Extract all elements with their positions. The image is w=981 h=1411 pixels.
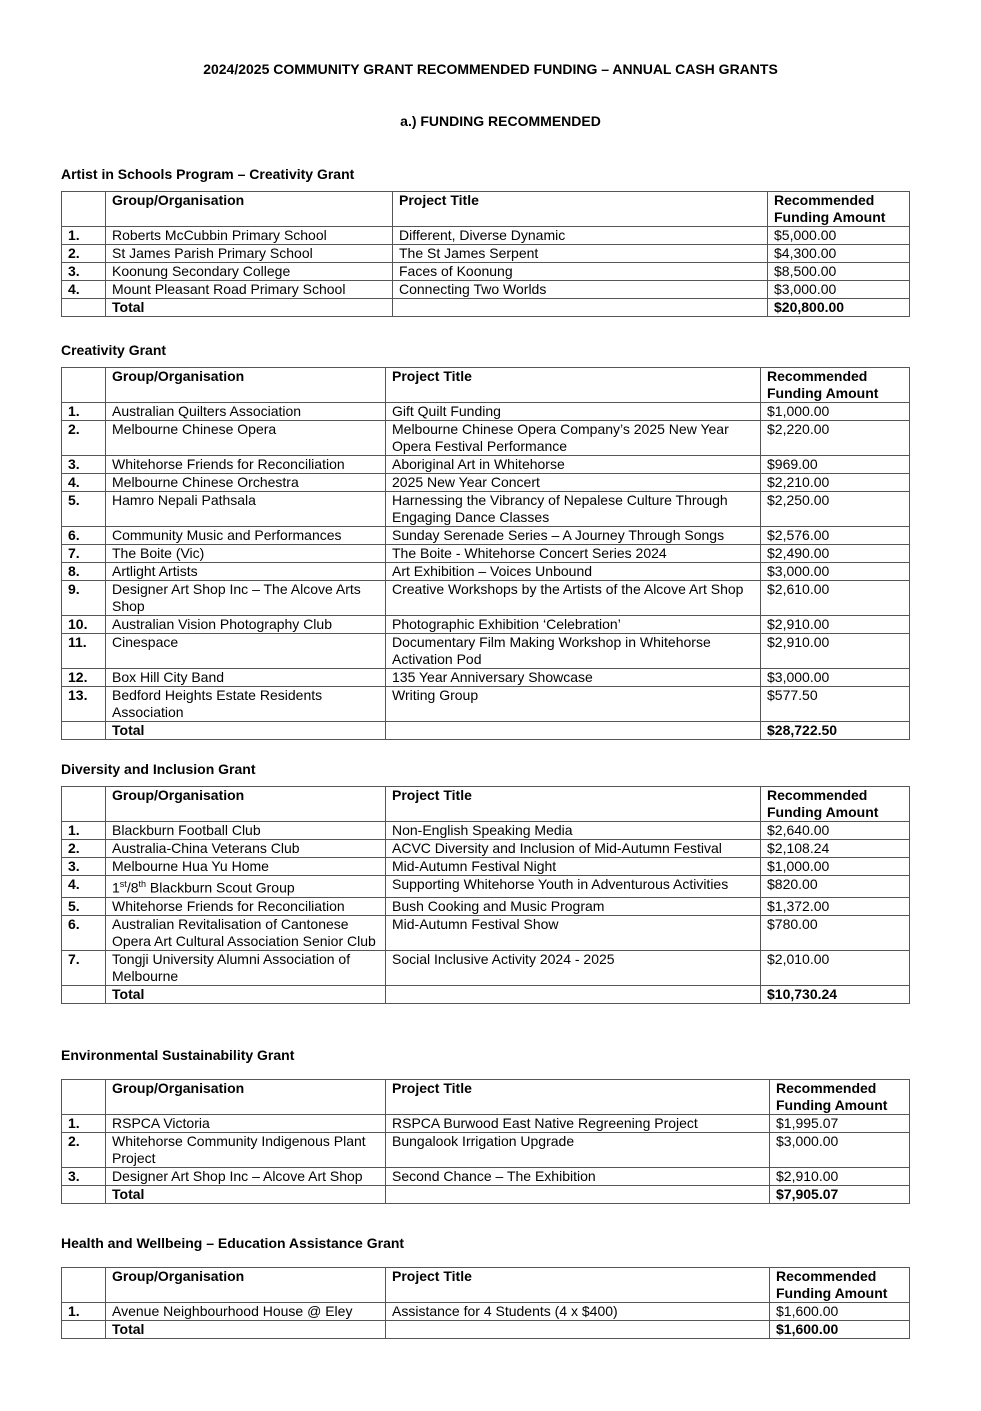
table-row <box>62 876 910 898</box>
row-group: Designer Art Shop Inc – The Alcove Arts Shop <box>106 581 386 616</box>
row-amount: $3,000.00 <box>761 563 910 581</box>
table-row <box>62 403 910 421</box>
row-group: Whitehorse Friends for Reconciliation <box>106 897 386 915</box>
table-row <box>62 581 910 616</box>
row-project: ACVC Diversity and Inclusion of Mid-Autumn Festival <box>386 840 761 858</box>
table-row <box>62 281 910 299</box>
row-number: 2. <box>62 1133 106 1168</box>
row-number: 10. <box>62 616 106 634</box>
project-header: Project Title <box>386 1268 770 1303</box>
row-amount: $577.50 <box>761 687 910 722</box>
row-number: 12. <box>62 669 106 687</box>
table-row <box>62 245 910 263</box>
row-number: 3. <box>62 858 106 876</box>
number-header <box>62 1268 106 1303</box>
row-project <box>386 1321 770 1339</box>
row-amount: $1,372.00 <box>761 897 910 915</box>
total-label: Total <box>106 985 386 1003</box>
row-project: Writing Group <box>386 687 761 722</box>
number-header <box>62 1080 106 1115</box>
row-project: Photographic Exhibition ‘Celebration’ <box>386 616 761 634</box>
row-project: Connecting Two Worlds <box>393 281 768 299</box>
table-row <box>62 616 910 634</box>
table-header-row <box>62 1080 910 1115</box>
row-number: 2. <box>62 245 106 263</box>
group-header: Group/Organisation <box>106 368 386 403</box>
row-number: 2. <box>62 421 106 456</box>
row-number: 3. <box>62 456 106 474</box>
row-number: 4. <box>62 474 106 492</box>
row-amount: $4,300.00 <box>768 245 910 263</box>
total-amount: $28,722.50 <box>761 722 910 740</box>
amount-header: Recommended Funding Amount <box>761 787 910 822</box>
table-row <box>62 915 910 950</box>
table-row <box>62 897 910 915</box>
row-amount: $2,610.00 <box>761 581 910 616</box>
row-amount: $2,220.00 <box>761 421 910 456</box>
section-heading: Health and Wellbeing – Education Assistance Grant <box>61 1235 405 1251</box>
total-row <box>62 1186 910 1204</box>
table-row <box>62 563 910 581</box>
table-row <box>62 669 910 687</box>
row-amount: $5,000.00 <box>768 227 910 245</box>
row-number: 7. <box>62 950 106 985</box>
row-group: Melbourne Chinese Orchestra <box>106 474 386 492</box>
table-row <box>62 1168 910 1186</box>
table-header-row <box>62 368 910 403</box>
row-number <box>62 985 106 1003</box>
page-title: 2024/2025 COMMUNITY GRANT RECOMMENDED FUNDING – ANNUAL CASH GRANTS <box>203 61 778 77</box>
row-number: 2. <box>62 840 106 858</box>
superscript: st <box>119 879 127 889</box>
table-row <box>62 227 910 245</box>
row-project: Sunday Serenade Series – A Journey Through Songs <box>386 527 761 545</box>
group-header: Group/Organisation <box>106 787 386 822</box>
table-header-row <box>62 192 910 227</box>
row-project: Non-English Speaking Media <box>386 822 761 840</box>
row-project <box>393 299 768 317</box>
row-project: Documentary Film Making Workshop in Whitehorse Activation Pod <box>386 634 761 669</box>
table-header-row <box>62 787 910 822</box>
row-group: Australian Quilters Association <box>106 403 386 421</box>
row-amount: $1,995.07 <box>770 1115 910 1133</box>
table-row <box>62 840 910 858</box>
row-number: 3. <box>62 1168 106 1186</box>
row-amount: $780.00 <box>761 915 910 950</box>
group-header: Group/Organisation <box>106 192 393 227</box>
row-project: Creative Workshops by the Artists of the Alcove Art Shop <box>386 581 761 616</box>
row-group: Australian Vision Photography Club <box>106 616 386 634</box>
table-row <box>62 545 910 563</box>
section-heading: Environmental Sustainability Grant <box>61 1047 295 1063</box>
row-number: 4. <box>62 281 106 299</box>
row-project: Art Exhibition – Voices Unbound <box>386 563 761 581</box>
row-amount: $1,000.00 <box>761 858 910 876</box>
amount-header: Recommended Funding Amount <box>770 1268 910 1303</box>
row-number: 3. <box>62 263 106 281</box>
amount-header: Recommended Funding Amount <box>768 192 910 227</box>
row-project: Mid-Autumn Festival Show <box>386 915 761 950</box>
row-number: 4. <box>62 876 106 898</box>
row-project: Gift Quilt Funding <box>386 403 761 421</box>
amount-header: Recommended Funding Amount <box>770 1080 910 1115</box>
row-group: Melbourne Chinese Opera <box>106 421 386 456</box>
grant-table <box>61 1267 910 1339</box>
table-row <box>62 858 910 876</box>
row-project: Faces of Koonung <box>393 263 768 281</box>
table-row <box>62 687 910 722</box>
table-header-row <box>62 1268 910 1303</box>
row-number: 6. <box>62 527 106 545</box>
row-group: RSPCA Victoria <box>106 1115 386 1133</box>
row-project: Second Chance – The Exhibition <box>386 1168 770 1186</box>
total-label: Total <box>106 299 393 317</box>
row-group: Artlight Artists <box>106 563 386 581</box>
row-project: Melbourne Chinese Opera Company’s 2025 New Year Opera Festival Performance <box>386 421 761 456</box>
total-amount: $10,730.24 <box>761 985 910 1003</box>
row-number <box>62 1186 106 1204</box>
table-row <box>62 421 910 456</box>
row-group: The Boite (Vic) <box>106 545 386 563</box>
total-row <box>62 985 910 1003</box>
row-number: 5. <box>62 492 106 527</box>
row-project <box>386 722 761 740</box>
row-amount: $2,250.00 <box>761 492 910 527</box>
row-group: Community Music and Performances <box>106 527 386 545</box>
row-group: Tongji University Alumni Association of Melbourne <box>106 950 386 985</box>
number-header <box>62 368 106 403</box>
row-number <box>62 1321 106 1339</box>
row-amount: $3,000.00 <box>761 669 910 687</box>
group-header: Group/Organisation <box>106 1268 386 1303</box>
row-amount: $3,000.00 <box>770 1133 910 1168</box>
row-number <box>62 299 106 317</box>
project-header: Project Title <box>386 787 761 822</box>
row-number: 1. <box>62 822 106 840</box>
row-project: Bush Cooking and Music Program <box>386 897 761 915</box>
row-project: RSPCA Burwood East Native Regreening Project <box>386 1115 770 1133</box>
row-project: Aboriginal Art in Whitehorse <box>386 456 761 474</box>
section-diversity-inclusion <box>61 761 909 1004</box>
row-group: Australia-China Veterans Club <box>106 840 386 858</box>
section-heading: Artist in Schools Program – Creativity Grant <box>61 166 355 182</box>
project-header: Project Title <box>393 192 768 227</box>
row-number: 1. <box>62 403 106 421</box>
row-project: Assistance for 4 Students (4 x $400) <box>386 1303 770 1321</box>
row-amount: $2,640.00 <box>761 822 910 840</box>
row-group: Cinespace <box>106 634 386 669</box>
row-group: Hamro Nepali Pathsala <box>106 492 386 527</box>
grant-table <box>61 191 910 317</box>
row-project <box>386 1186 770 1204</box>
table-row <box>62 1303 910 1321</box>
table-row <box>62 1133 910 1168</box>
number-header <box>62 787 106 822</box>
total-row <box>62 722 910 740</box>
table-row <box>62 492 910 527</box>
total-amount: $7,905.07 <box>770 1186 910 1204</box>
row-group: Bedford Heights Estate Residents Association <box>106 687 386 722</box>
row-group: Roberts McCubbin Primary School <box>106 227 393 245</box>
group-text: Blackburn Scout Group <box>146 879 295 896</box>
row-project: 135 Year Anniversary Showcase <box>386 669 761 687</box>
row-project: Mid-Autumn Festival Night <box>386 858 761 876</box>
row-project: The St James Serpent <box>393 245 768 263</box>
row-amount: $2,576.00 <box>761 527 910 545</box>
group-header: Group/Organisation <box>106 1080 386 1115</box>
superscript: th <box>138 879 147 889</box>
table-row <box>62 822 910 840</box>
row-project: 2025 New Year Concert <box>386 474 761 492</box>
table-row <box>62 950 910 985</box>
row-number: 1. <box>62 1115 106 1133</box>
section-environmental <box>61 1047 909 1204</box>
row-amount: $969.00 <box>761 456 910 474</box>
row-group: St James Parish Primary School <box>106 245 393 263</box>
row-project: The Boite - Whitehorse Concert Series 2024 <box>386 545 761 563</box>
row-amount: $2,910.00 <box>761 634 910 669</box>
row-group: Avenue Neighbourhood House @ Eley <box>106 1303 386 1321</box>
row-group <box>106 876 386 898</box>
total-row <box>62 1321 910 1339</box>
row-group: Box Hill City Band <box>106 669 386 687</box>
row-project: Social Inclusive Activity 2024 - 2025 <box>386 950 761 985</box>
section-artist-in-schools <box>61 166 909 317</box>
row-number <box>62 722 106 740</box>
row-group: Koonung Secondary College <box>106 263 393 281</box>
amount-header: Recommended Funding Amount <box>761 368 910 403</box>
table-row <box>62 263 910 281</box>
project-header: Project Title <box>386 368 761 403</box>
section-health-wellbeing <box>61 1235 909 1339</box>
row-amount: $2,910.00 <box>770 1168 910 1186</box>
row-amount: $3,000.00 <box>768 281 910 299</box>
row-project: Harnessing the Vibrancy of Nepalese Culture Through Engaging Dance Classes <box>386 492 761 527</box>
row-number: 5. <box>62 897 106 915</box>
table-row <box>62 527 910 545</box>
row-number: 1. <box>62 227 106 245</box>
row-amount: $2,490.00 <box>761 545 910 563</box>
row-number: 7. <box>62 545 106 563</box>
table-row <box>62 456 910 474</box>
table-row <box>62 634 910 669</box>
total-amount: $20,800.00 <box>768 299 910 317</box>
row-number: 11. <box>62 634 106 669</box>
total-label: Total <box>106 1186 386 1204</box>
row-amount: $2,910.00 <box>761 616 910 634</box>
project-header: Project Title <box>386 1080 770 1115</box>
section-subtitle: a.) FUNDING RECOMMENDED <box>400 113 601 129</box>
row-amount: $2,210.00 <box>761 474 910 492</box>
total-label: Total <box>106 722 386 740</box>
group-text: 1 <box>112 879 120 896</box>
row-number: 8. <box>62 563 106 581</box>
row-number: 6. <box>62 915 106 950</box>
total-amount: $1,600.00 <box>770 1321 910 1339</box>
row-number: 1. <box>62 1303 106 1321</box>
row-project: Supporting Whitehorse Youth in Adventurous Activities <box>386 876 761 898</box>
row-number: 13. <box>62 687 106 722</box>
row-project <box>386 985 761 1003</box>
row-amount: $2,010.00 <box>761 950 910 985</box>
total-label: Total <box>106 1321 386 1339</box>
row-project: Bungalook Irrigation Upgrade <box>386 1133 770 1168</box>
row-group: Melbourne Hua Yu Home <box>106 858 386 876</box>
row-amount: $2,108.24 <box>761 840 910 858</box>
group-text: /8 <box>126 879 139 896</box>
section-heading: Diversity and Inclusion Grant <box>61 761 256 777</box>
row-group: Whitehorse Friends for Reconciliation <box>106 456 386 474</box>
row-amount: $1,000.00 <box>761 403 910 421</box>
row-group: Australian Revitalisation of Cantonese Opera Art Cultural Association Senior Club <box>106 915 386 950</box>
row-amount: $8,500.00 <box>768 263 910 281</box>
row-number: 9. <box>62 581 106 616</box>
row-group: Designer Art Shop Inc – Alcove Art Shop <box>106 1168 386 1186</box>
row-group: Mount Pleasant Road Primary School <box>106 281 393 299</box>
row-group: Whitehorse Community Indigenous Plant Project <box>106 1133 386 1168</box>
row-amount: $820.00 <box>761 876 910 898</box>
table-row <box>62 474 910 492</box>
grant-table <box>61 1079 910 1204</box>
grant-table <box>61 786 910 1004</box>
number-header <box>62 192 106 227</box>
total-row <box>62 299 910 317</box>
row-project: Different, Diverse Dynamic <box>393 227 768 245</box>
section-creativity <box>61 342 909 740</box>
row-group: Blackburn Football Club <box>106 822 386 840</box>
section-heading: Creativity Grant <box>61 342 167 358</box>
row-amount: $1,600.00 <box>770 1303 910 1321</box>
table-row <box>62 1115 910 1133</box>
grant-table <box>61 367 910 740</box>
